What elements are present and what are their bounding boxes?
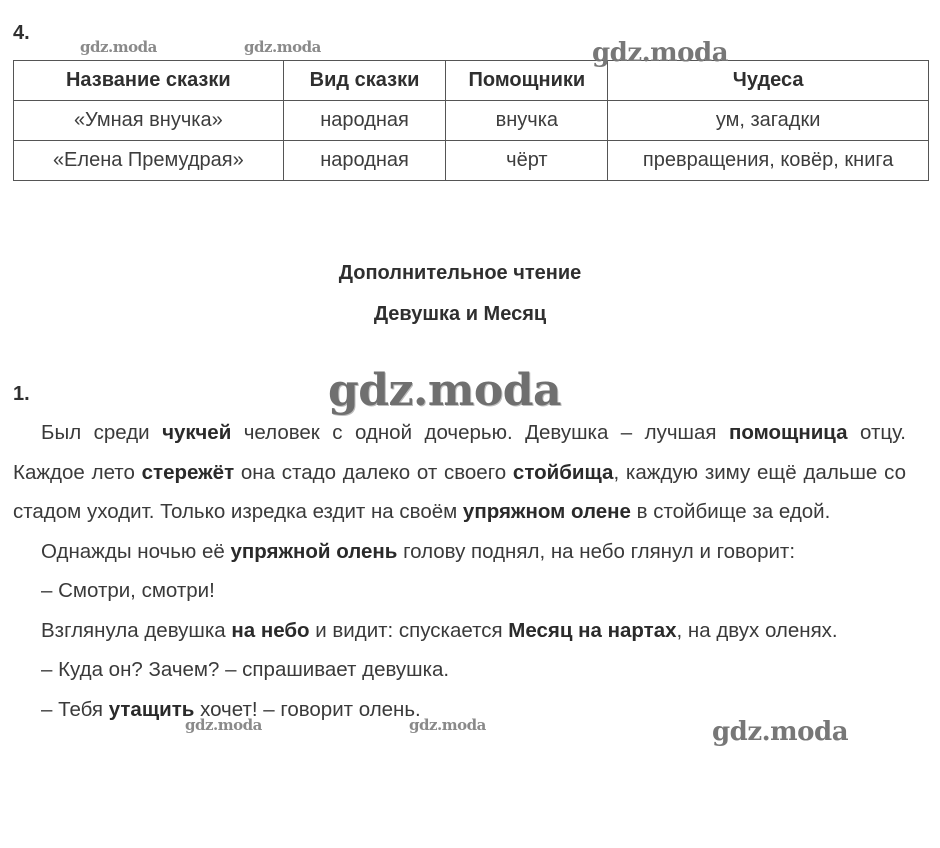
text-segment: Однажды ночью её <box>41 539 231 563</box>
header-miracles: Чудеса <box>608 61 929 101</box>
text-segment: голову поднял, на небо глянул и говорит: <box>397 539 796 563</box>
table-row <box>14 101 929 141</box>
text-segment: человек с одной дочерью. Девушка – лучшая <box>231 421 729 444</box>
text-segment: – Смотри, смотри! <box>41 579 215 602</box>
watermark: gdz.moda <box>80 38 157 56</box>
table-row <box>14 141 929 181</box>
watermark: gdz.moda <box>244 38 321 56</box>
bold-term: упряжном олене <box>462 500 631 523</box>
text-segment: – Тебя <box>41 697 109 721</box>
cell-tale-type: народная <box>283 101 446 141</box>
cell-helpers: чёрт <box>446 141 608 181</box>
text-segment: Был среди <box>41 421 163 444</box>
cell-tale-type: народная <box>283 141 446 181</box>
text-segment: она стадо далеко от своего <box>234 460 513 484</box>
text-segment: , на двух оленях. <box>676 618 838 642</box>
section-title: Дополнительное чтение <box>338 262 582 284</box>
cell-tale-name: «Елена Премудрая» <box>14 141 284 181</box>
watermark: gdz.moda <box>592 38 729 68</box>
text-segment: , каждую зиму ещё дальше со стадом уходит. Только изредка ездит на своём <box>13 460 906 523</box>
story-paragraph <box>13 571 906 611</box>
story-paragraph <box>13 611 906 651</box>
cell-tale-name: «Умная внучка» <box>14 101 284 141</box>
watermark: gdz.moda <box>328 365 562 416</box>
bold-term: утащить <box>108 697 195 721</box>
story-title: Девушка и Месяц <box>373 303 547 325</box>
bold-term: Месяц на нартах <box>508 618 677 642</box>
bold-term: стережёт <box>141 460 235 484</box>
watermark: gdz.moda <box>409 716 486 734</box>
task-number-1: 1. <box>13 383 30 405</box>
header-tale-name: Название сказки <box>14 61 284 101</box>
watermark: gdz.moda <box>712 717 849 747</box>
bold-term: помощница <box>728 421 848 444</box>
cell-miracles: ум, загадки <box>608 101 929 141</box>
story-paragraph <box>13 650 906 690</box>
table-header-row <box>14 61 929 101</box>
fairy-tales-table <box>13 60 929 181</box>
bold-term: стойбища <box>512 460 614 484</box>
header-helpers: Помощники <box>446 61 608 101</box>
text-segment: отцу. Каждое лето <box>13 421 906 484</box>
text-segment: в стойбище за едой. <box>630 500 831 523</box>
watermark: gdz.moda <box>185 716 262 734</box>
bold-term: упряжной олень <box>230 539 398 563</box>
bold-term: чукчей <box>162 421 232 444</box>
story-paragraph <box>13 413 906 532</box>
bold-term: на небо <box>231 618 310 642</box>
header-tale-type: Вид сказки <box>283 61 446 101</box>
story-text <box>13 413 906 729</box>
text-segment: – Куда он? Зачем? – спрашивает девушка. <box>41 658 450 681</box>
story-paragraph <box>13 532 906 572</box>
text-segment: хочет! – говорит олень. <box>194 697 421 721</box>
text-segment: Взглянула девушка <box>41 618 232 642</box>
cell-helpers: внучка <box>446 101 608 141</box>
cell-miracles: превращения, ковёр, книга <box>608 141 929 181</box>
text-segment: и видит: спускается <box>309 618 509 642</box>
task-number-4: 4. <box>13 22 30 44</box>
